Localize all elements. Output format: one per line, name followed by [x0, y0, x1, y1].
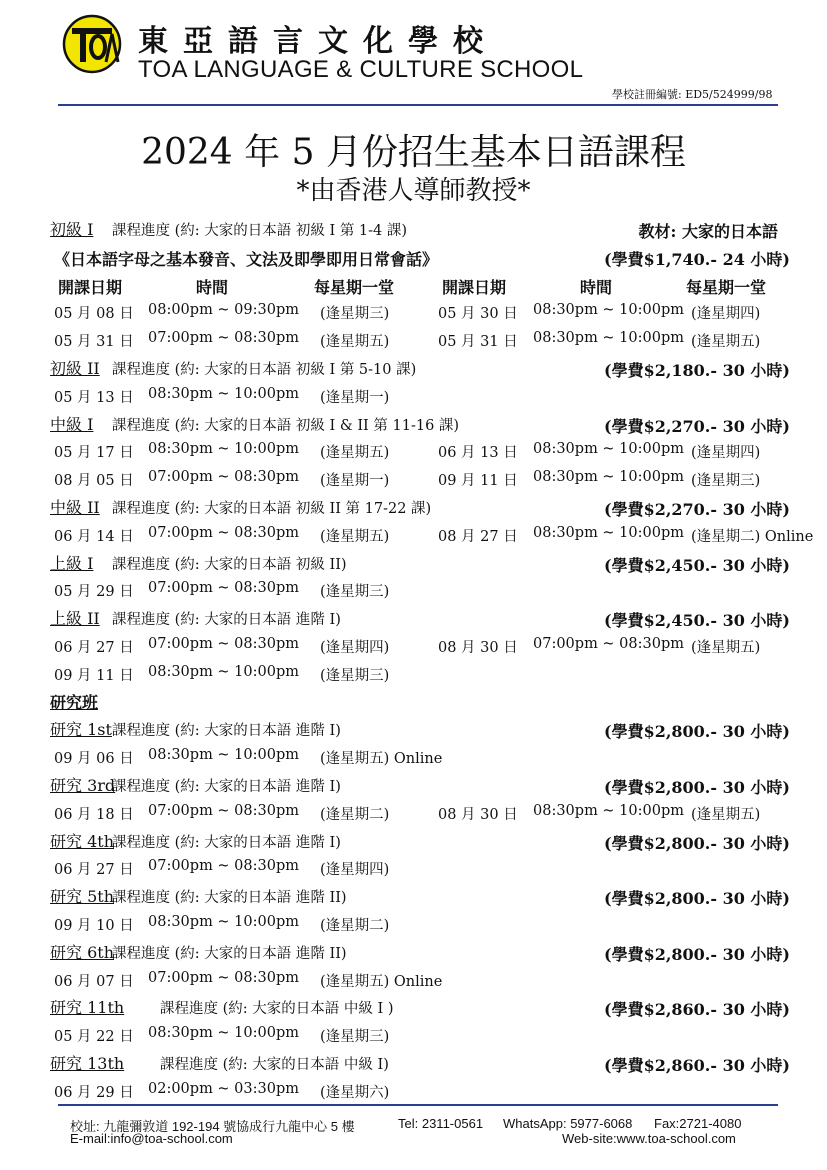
- start-date: 05 月 08 日: [54, 306, 134, 323]
- course-progress: 課程進度 (約: 大家的日本語 初級 II 第 17-22 課): [112, 501, 432, 517]
- weekday: (逢星期五): [320, 445, 390, 462]
- course-level: 上級 I: [50, 553, 94, 573]
- weekday: (逢星期五): [691, 806, 761, 823]
- start-date: 09 月 10 日: [54, 918, 134, 934]
- column-header: 開課日期: [58, 277, 123, 297]
- course-fee: (學費$2,450.- 30 小時): [604, 555, 790, 575]
- schedule-row: [50, 744, 790, 770]
- weekday: (逢星期五): [320, 528, 390, 545]
- weekday: (逢星期三): [320, 1029, 390, 1046]
- class-time: 08:00pm ~ 09:30pm: [148, 302, 300, 319]
- course-progress: 課程進度 (約: 大家的日本語 中級 I ): [160, 1001, 394, 1018]
- start-date: 09 月 11 日: [54, 667, 134, 684]
- course-level: 研究 6th: [50, 942, 115, 962]
- registration-number: 學校註冊編號: ED5/524999/98: [612, 88, 773, 101]
- column-header: 開課日期: [442, 277, 507, 297]
- start-date: 08 月 30 日: [438, 806, 518, 823]
- page-title: 2024 年 5 月份招生基本日語課程: [141, 132, 686, 173]
- course-level: 研究 11th: [50, 998, 125, 1018]
- course-progress: 課程進度 (約: 大家的日本語 進階 I): [112, 834, 341, 851]
- course-level: 研究 5th: [50, 887, 115, 907]
- weekday: (逢星期二): [320, 918, 390, 934]
- course-progress: 課程進度 (約: 大家的日本語 初級 I & II 第 11-16 課): [112, 417, 460, 434]
- start-date: 06 月 14 日: [54, 528, 134, 545]
- course-level: 初級 I: [50, 220, 94, 239]
- course-fee: (學費$2,270.- 30 小時): [604, 500, 790, 519]
- weekday: (逢星期三): [320, 584, 390, 601]
- schedule-row: [50, 577, 790, 603]
- course-progress: 課程進度 (約: 大家的日本語 初級 I 第 5-10 課): [112, 362, 417, 378]
- weekday: (逢星期四): [320, 862, 390, 879]
- column-header: 時間: [196, 277, 229, 297]
- start-date: 06 月 18 日: [54, 806, 134, 823]
- weekday: (逢星期二) Online: [691, 528, 814, 545]
- schedule-row: [50, 522, 814, 548]
- start-date: 06 月 29 日: [54, 1084, 134, 1101]
- course-level: 研究 3rd: [50, 776, 116, 795]
- start-date: 05 月 17 日: [54, 445, 134, 462]
- schedule-row: [50, 1022, 790, 1048]
- schedule-row: [50, 661, 790, 687]
- course-fee: (學費$2,800.- 30 小時): [604, 722, 790, 742]
- class-time: 08:30pm ~ 10:00pm: [533, 302, 685, 319]
- weekday: (逢星期三): [320, 667, 390, 684]
- weekday: (逢星期一): [320, 473, 390, 490]
- level-row: [50, 772, 790, 798]
- start-date: 06 月 13 日: [438, 445, 518, 462]
- course-level: 研究 4th: [50, 831, 115, 851]
- footer-email[interactable]: E-mail:info@toa-school.com: [70, 1131, 233, 1146]
- class-time: 08:30pm ~ 10:00pm: [533, 524, 685, 541]
- start-date: 05 月 22 日: [54, 1029, 134, 1046]
- course-level: 中級 I: [50, 414, 94, 434]
- start-date: 06 月 07 日: [54, 973, 134, 990]
- class-time: 08:30pm ~ 10:00pm: [148, 441, 300, 458]
- start-date: 05 月 30 日: [438, 306, 518, 323]
- weekday: (逢星期六): [320, 1084, 390, 1101]
- section-row: [50, 689, 790, 715]
- schedule-row: [50, 438, 790, 464]
- section-heading: 研究班: [50, 692, 99, 712]
- schedule-row: [50, 855, 790, 881]
- footer-website[interactable]: Web-site:www.toa-school.com: [562, 1131, 736, 1146]
- start-date: 05 月 29 日: [54, 584, 134, 601]
- colhead-row: [50, 272, 790, 298]
- weekday: (逢星期一): [320, 389, 390, 406]
- course-fee: (學費$2,800.- 30 小時): [604, 833, 790, 853]
- class-time: 08:30pm ~ 10:00pm: [533, 330, 685, 347]
- weekday: (逢星期三): [691, 473, 761, 490]
- schedule-row: [50, 466, 790, 492]
- weekday: (逢星期四): [320, 640, 390, 656]
- course-fee: (學費$2,180.- 30 小時): [604, 361, 790, 380]
- course-progress: 課程進度 (約: 大家的日本語 進階 I): [112, 612, 341, 629]
- course-fee: (學費$1,740.- 24 小時): [604, 249, 790, 269]
- weekday: (逢星期四): [691, 445, 761, 462]
- course-progress: 課程進度 (約: 大家的日本語 中級 I): [160, 1057, 389, 1073]
- class-time: 07:00pm ~ 08:30pm: [148, 969, 300, 986]
- school-name-en: TOA LANGUAGE & CULTURE SCHOOL: [138, 56, 584, 83]
- class-time: 07:00pm ~ 08:30pm: [148, 636, 300, 652]
- weekday: (逢星期五) Online: [320, 973, 443, 990]
- level-row: [50, 355, 790, 381]
- footer-divider: [58, 1104, 778, 1106]
- class-time: 02:00pm ~ 03:30pm: [148, 1080, 300, 1097]
- schedule-row: [50, 299, 790, 325]
- course-progress: 課程進度 (約: 大家的日本語 進階 II): [112, 890, 347, 907]
- level-row: [50, 494, 790, 520]
- schedule-row: [50, 967, 790, 993]
- course-level: 研究 1st: [50, 720, 112, 740]
- weekday: (逢星期五): [691, 334, 761, 351]
- course-fee: (學費$2,800.- 30 小時): [604, 889, 790, 909]
- course-progress: 課程進度 (約: 大家的日本語 初級 I 第 1-4 課): [112, 223, 408, 239]
- weekday: (逢星期五): [691, 640, 761, 656]
- schedule-row: [50, 911, 790, 937]
- start-date: 08 月 05 日: [54, 473, 134, 490]
- course-progress: 課程進度 (約: 大家的日本語 進階 I): [112, 779, 341, 795]
- footer-address: 校址: 九龍彌敦道 192-194 號協成行九龍中心 5 樓: [70, 1119, 355, 1134]
- class-time: 07:00pm ~ 08:30pm: [533, 636, 685, 652]
- textbook-label: 教材: 大家的日本語: [638, 222, 778, 241]
- footer-fax: Fax:2721-4080: [654, 1116, 742, 1131]
- level-row: [50, 605, 790, 631]
- column-header: 每星期一堂: [314, 277, 395, 297]
- course-progress: 課程進度 (約: 大家的日本語 進階 II): [112, 945, 347, 962]
- start-date: 08 月 30 日: [438, 640, 518, 656]
- course-fee: (學費$2,800.- 30 小時): [604, 944, 790, 964]
- class-time: 08:30pm ~ 10:00pm: [148, 385, 300, 402]
- course-level: 中級 II: [50, 498, 100, 517]
- class-time: 07:00pm ~ 08:30pm: [148, 524, 300, 541]
- level-row: [50, 939, 790, 965]
- weekday: (逢星期五): [320, 334, 390, 351]
- class-time: 07:00pm ~ 08:30pm: [148, 330, 300, 347]
- footer-whatsapp: WhatsApp: 5977-6068: [503, 1116, 633, 1131]
- header-divider: [58, 104, 778, 106]
- weekday: (逢星期四): [691, 306, 761, 323]
- level-row: [50, 828, 790, 854]
- start-date: 06 月 27 日: [54, 640, 134, 656]
- level-row: [50, 550, 790, 576]
- course-progress: 課程進度 (約: 大家的日本語 進階 I): [112, 723, 341, 740]
- start-date: 09 月 06 日: [54, 751, 134, 768]
- schedule-row: [50, 800, 790, 826]
- schedule-row: [50, 327, 790, 353]
- course-fee: (學費$2,860.- 30 小時): [604, 1056, 790, 1075]
- school-name-cn: 東亞語言文化學校: [138, 24, 498, 59]
- class-time: 07:00pm ~ 08:30pm: [148, 469, 300, 486]
- class-time: 08:30pm ~ 10:00pm: [148, 1025, 300, 1042]
- level-row: [50, 883, 790, 909]
- weekday: (逢星期三): [320, 306, 390, 323]
- course-description: 《日本語字母之基本發音、文法及即學即用日常會話》: [54, 249, 439, 269]
- course-level: 初級 II: [50, 359, 100, 378]
- footer-tel: Tel: 2311-0561: [398, 1116, 484, 1131]
- course-fee: (學費$2,270.- 30 小時): [604, 416, 790, 436]
- schedule-row: [50, 633, 790, 659]
- schedule-row: [50, 383, 790, 409]
- class-time: 08:30pm ~ 10:00pm: [533, 469, 685, 486]
- class-time: 08:30pm ~ 10:00pm: [533, 441, 685, 458]
- start-date: 09 月 11 日: [438, 473, 518, 490]
- school-logo: [62, 14, 122, 74]
- level-row: [50, 411, 790, 437]
- weekday: (逢星期二): [320, 806, 390, 823]
- class-time: 08:30pm ~ 10:00pm: [148, 663, 300, 680]
- note-row: [50, 244, 790, 270]
- start-date: 08 月 27 日: [438, 528, 518, 545]
- class-time: 07:00pm ~ 08:30pm: [148, 580, 300, 597]
- level-row: [50, 216, 790, 242]
- level-row: [50, 994, 790, 1020]
- class-time: 08:30pm ~ 10:00pm: [148, 914, 300, 930]
- weekday: (逢星期五) Online: [320, 751, 443, 768]
- column-header: 時間: [580, 277, 613, 297]
- start-date: 06 月 27 日: [54, 862, 134, 879]
- course-fee: (學費$2,450.- 30 小時): [604, 611, 790, 631]
- level-row: [50, 1050, 790, 1076]
- start-date: 05 月 31 日: [438, 334, 518, 351]
- course-level: 研究 13th: [50, 1054, 125, 1073]
- class-time: 07:00pm ~ 08:30pm: [148, 858, 300, 875]
- class-time: 08:30pm ~ 10:00pm: [148, 747, 300, 764]
- course-fee: (學費$2,860.- 30 小時): [604, 1000, 790, 1020]
- column-header: 每星期一堂: [686, 277, 767, 297]
- page-subtitle: *由香港人導師教授*: [296, 176, 531, 206]
- course-fee: (學費$2,800.- 30 小時): [604, 778, 790, 797]
- start-date: 05 月 31 日: [54, 334, 134, 351]
- course-level: 上級 II: [50, 609, 100, 629]
- class-time: 07:00pm ~ 08:30pm: [148, 802, 300, 819]
- level-row: [50, 716, 790, 742]
- class-time: 08:30pm ~ 10:00pm: [533, 802, 685, 819]
- course-progress: 課程進度 (約: 大家的日本語 初級 II): [112, 556, 347, 573]
- schedule-row: [50, 1078, 790, 1104]
- start-date: 05 月 13 日: [54, 389, 134, 406]
